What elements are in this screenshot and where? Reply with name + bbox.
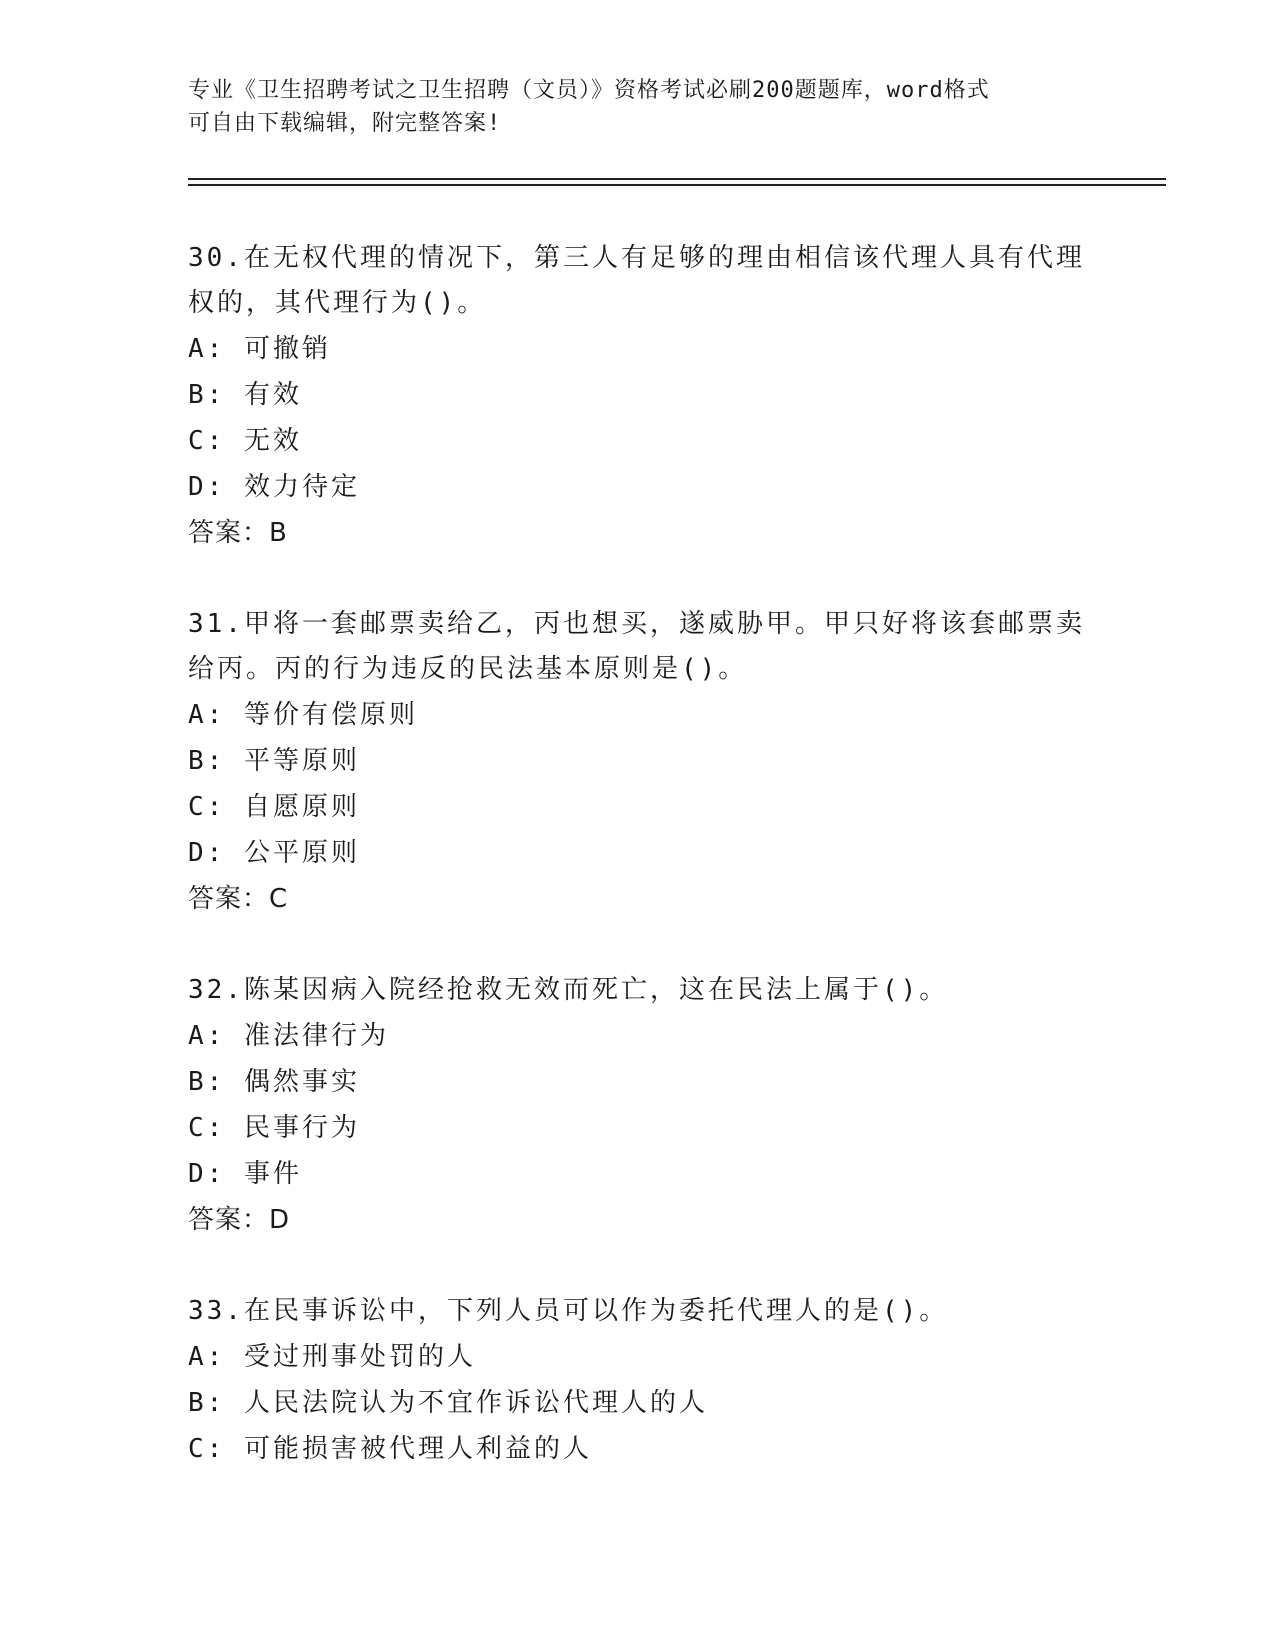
option-c: C: 自愿原则 (188, 792, 360, 822)
option-c: C: 无效 (188, 426, 302, 456)
question-30 (188, 236, 1088, 556)
option-b: B: 偶然事实 (188, 1067, 360, 1097)
header-divider-bottom (188, 184, 1166, 186)
question-text: 31.甲将一套邮票卖给乙，丙也想买，遂威胁甲。甲只好将该套邮票卖给丙。丙的行为违反的民法基本原则是()。 (188, 609, 1085, 684)
header-line-1: 专业《卫生招聘考试之卫生招聘（文员）》资格考试必刷200题题库，word格式 (188, 78, 990, 103)
question-text: 30.在无权代理的情况下，第三人有足够的理由相信该代理人具有代理权的，其代理行为()。 (188, 243, 1085, 318)
option-a: A: 准法律行为 (188, 1021, 389, 1051)
header-divider-top (188, 178, 1166, 180)
answer: 答案：B (188, 518, 288, 548)
question-text: 33.在民事诉讼中，下列人员可以作为委托代理人的是()。 (188, 1296, 949, 1326)
option-d: D: 事件 (188, 1159, 302, 1189)
option-c: C: 民事行为 (188, 1113, 360, 1143)
option-d: D: 效力待定 (188, 472, 360, 502)
option-b: B: 平等原则 (188, 746, 360, 776)
header-line-2: 可自由下载编辑，附完整答案! (188, 111, 502, 136)
option-c: C: 可能损害被代理人利益的人 (188, 1434, 592, 1464)
option-b: B: 人民法院认为不宜作诉讼代理人的人 (188, 1388, 708, 1418)
question-31 (188, 602, 1088, 922)
option-a: A: 可撤销 (188, 334, 331, 364)
answer: 答案：C (188, 884, 289, 914)
option-a: A: 等价有偿原则 (188, 700, 418, 730)
option-a: A: 受过刑事处罚的人 (188, 1342, 476, 1372)
answer: 答案：D (188, 1205, 291, 1235)
question-text: 32.陈某因病入院经抢救无效而死亡，这在民法上属于()。 (188, 975, 949, 1005)
question-32 (188, 968, 1088, 1243)
document-header (188, 74, 1088, 140)
option-b: B: 有效 (188, 380, 302, 410)
option-d: D: 公平原则 (188, 838, 360, 868)
question-33 (188, 1289, 1088, 1472)
question-list (188, 236, 1088, 1518)
